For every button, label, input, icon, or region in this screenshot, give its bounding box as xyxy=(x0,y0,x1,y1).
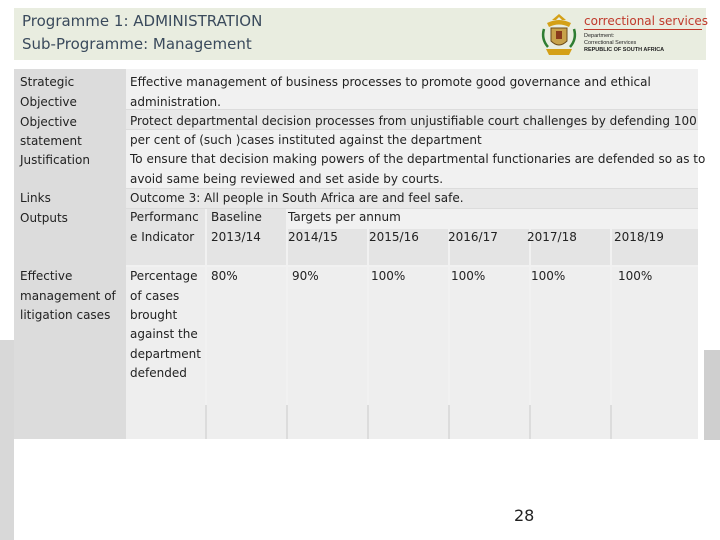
label-objective: Objective xyxy=(20,95,77,109)
year-header: 2018/19 xyxy=(614,230,664,244)
logo-dept-label: Department: xyxy=(584,33,615,39)
justification-text: To ensure that decision making powers of the departmental functionaries are defended so as to xyxy=(130,152,706,166)
coat-of-arms-icon xyxy=(538,11,580,59)
year-header: 2017/18 xyxy=(527,230,577,244)
links-text: Outcome 3: All people in South Africa are and feel safe. xyxy=(130,191,464,205)
target-value: 100% xyxy=(618,269,653,283)
label-justification: Justification xyxy=(20,153,90,167)
justification-text-2: avoid same being reviewed and set aside by courts. xyxy=(130,172,444,186)
target-value: 100% xyxy=(531,269,566,283)
label-objective-2: Objective xyxy=(20,115,77,129)
objective-statement-text: Protect departmental decision processes from unjustifiable court challenges by defending 100 xyxy=(130,114,697,128)
slide-header xyxy=(14,8,709,60)
output-name-line: litigation cases xyxy=(20,308,111,322)
indicator-text-line: defended xyxy=(130,366,187,380)
logo-country: REPUBLIC OF SOUTH AFRICA xyxy=(584,47,665,53)
target-cell xyxy=(288,267,367,439)
target-cell xyxy=(531,267,610,439)
sub-programme-title: Sub-Programme: Management xyxy=(22,35,252,53)
output-name-line: management of xyxy=(20,289,116,303)
indicator-text-line: brought xyxy=(130,308,178,322)
target-value: 100% xyxy=(451,269,486,283)
indicator-header: Performanc xyxy=(130,210,199,224)
indicator-text-line: against the xyxy=(130,327,198,341)
label-links: Links xyxy=(20,191,51,205)
label-statement: statement xyxy=(20,134,82,148)
baseline-cell xyxy=(207,267,286,439)
indicator-text-line: Percentage xyxy=(130,269,198,283)
objective-statement-text-2: per cent of (such )cases instituted against the department xyxy=(130,133,482,147)
target-cell xyxy=(612,267,698,439)
correctional-services-logo xyxy=(536,10,709,60)
strategic-objective-text: Effective management of business processes to promote good governance and ethical xyxy=(130,75,651,89)
strategic-objective-text-2: administration. xyxy=(130,95,221,109)
label-strategic: Strategic xyxy=(20,75,75,89)
target-cell xyxy=(369,267,448,439)
year-header: 2014/15 xyxy=(288,230,338,244)
year-header: 2015/16 xyxy=(369,230,419,244)
management-table xyxy=(14,69,706,439)
page-number: 28 xyxy=(514,506,535,525)
baseline-year: 2013/14 xyxy=(211,230,261,244)
decorative-left-bar xyxy=(0,340,14,540)
label-outputs: Outputs xyxy=(20,211,68,225)
target-value: 100% xyxy=(371,269,406,283)
programme-title: Programme 1: ADMINISTRATION xyxy=(22,12,263,30)
logo-title: correctional services xyxy=(584,14,709,28)
logo-divider xyxy=(584,29,702,30)
year-header: 2016/17 xyxy=(448,230,498,244)
baseline-value: 80% xyxy=(211,269,238,283)
indicator-text-line: of cases xyxy=(130,289,180,303)
decorative-right-bar xyxy=(704,350,720,440)
targets-header: Targets per annum xyxy=(288,210,401,224)
target-cell xyxy=(450,267,529,439)
baseline-header: Baseline xyxy=(211,210,262,224)
logo-dept-name: Correctional Services xyxy=(584,40,637,46)
target-value: 90% xyxy=(292,269,319,283)
indicator-header-2: e Indicator xyxy=(130,230,195,244)
output-name-line: Effective xyxy=(20,269,73,283)
indicator-text-line: department xyxy=(130,347,201,361)
